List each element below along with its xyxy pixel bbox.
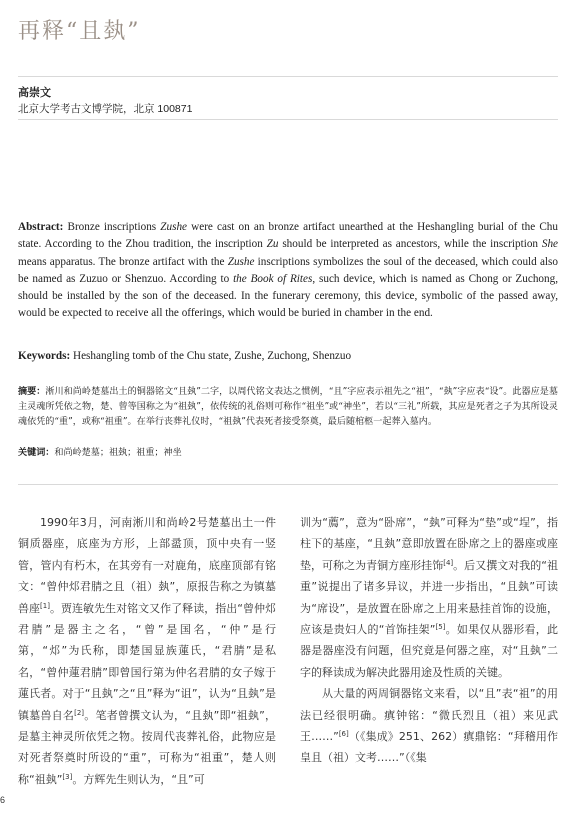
- english-abstract: [18, 219, 558, 323]
- body-text-run: 训为“薦”，意为“卧席”，“埶”可释为“垫”或“埕”，指柱下的基座，“且埶”意即放置在卧席之上的器座或座垫，可称之为青铜方座形挂饰: [300, 516, 558, 572]
- citation-marker: [2]: [74, 708, 85, 717]
- abstract-text-run: Bronze inscriptions: [63, 221, 161, 233]
- citation-marker: [5]: [435, 623, 446, 632]
- affiliation-divider: [18, 119, 558, 120]
- author-name: 高崇文: [18, 86, 51, 99]
- body-paragraph: [300, 683, 558, 769]
- body-paragraph: [18, 512, 276, 790]
- body-text-run: 。如果仅从器形看，此器是器座没有问题，但究竟是何器之座，对“且埶”二字的释读成为解决此器用途及性质的关键。: [300, 623, 558, 679]
- page-number: 6: [0, 795, 6, 805]
- abstract-text-run: means apparatus. The bronze artifact with the: [18, 255, 228, 268]
- english-keywords: [18, 348, 558, 365]
- citation-marker: [4]: [443, 558, 454, 567]
- keywords-label: Keywords:: [18, 350, 71, 362]
- abstract-divider: [18, 484, 558, 485]
- body-paragraph: [300, 512, 558, 683]
- keywords-text: Heshangling tomb of the Chu state, Zushe, Zuchong, Shenzuo: [70, 350, 352, 362]
- chinese-abstract: [18, 384, 558, 431]
- abstract-italic-term: Zu: [266, 238, 279, 251]
- abstract-text-run: inscriptions symbolizes the soul of the deceased, which could also be named as Zuzuo or Shenzuo. According to: [18, 255, 558, 285]
- title-divider: [18, 76, 558, 77]
- body-text-run: 1990年3月，河南淅川和尚岭2号楚墓出土一件铜质器座，底座为方形，上部盝顶，顶中央有一竖管，管内有朽木，在其旁有一对鹿角，底座顶部有铭文：“曾仲邩君腈之且（祖）埶”，原报告称之为镇墓兽座: [18, 516, 276, 615]
- zh-keywords-text: 和尚岭楚墓；祖埶；祖重；神坐: [54, 448, 182, 458]
- abstract-italic-term: Zushe: [160, 221, 188, 233]
- chinese-keywords: [18, 445, 558, 461]
- body-column-right: [300, 512, 558, 769]
- body-text-run: 从大量的两周铜器铭文来看，以“且”表“祖”的用法已经很明确。瘨钟铭：“微氏烈且（祖）来见武王……”: [300, 687, 558, 744]
- body-text-run: 。方辉先生则认为，“且”可: [72, 772, 205, 786]
- citation-marker: [1]: [40, 601, 50, 610]
- abstract-text-run: were cast on an bronze artifact unearthed at the Heshangling burial of the Chu state. According to the Zhou tradition, the inscription: [18, 221, 558, 251]
- zh-abstract-label: 摘要：: [18, 386, 46, 397]
- body-text-run: 。后又撰文对我的“祖重”说提出了诸多异议，并进一步指出，“且埶”可读为“席设”，是放置在卧席之上用来悬挂首饰的设施，应该是贵妇人的“首饰挂架”: [300, 558, 559, 637]
- body-column-left: [18, 512, 276, 790]
- body-text-run: 。贾连敏先生对铭文又作了释读，指出“曾仲邩君腈”是器主之名，“曾”是国名，“仲”是行第，“邩”为氏称，即楚国显族蓮氏，“君腈”是私名，“曾仲蓮君腈”即曾国行第为仲名君腈的女子嫁于蓮氏者。对于“且埶”之“且”释为“诅”，认为“且埶”是镇墓兽自名: [18, 601, 277, 722]
- abstract-italic-term: She: [541, 238, 559, 251]
- author-affiliation: 北京大学考古文博学院，北京 100871: [18, 103, 193, 115]
- zh-keywords-label: 关键词：: [18, 447, 55, 458]
- body-text-run: 。笔者曾撰文认为，“且埶”即“祖埶”，是墓主神灵所依凭之物。按周代丧葬礼俗，此物应是对死者祭奠时所设的“重”，可称为“祖重”，楚人则称“祖埶”: [18, 708, 277, 786]
- abstract-italic-term: Zushe: [227, 255, 255, 268]
- abstract-italic-term: the Book of Rites: [233, 272, 313, 285]
- abstract-text: [18, 221, 558, 319]
- zh-abstract-text: 淅川和尚岭楚墓出土的铜器铭文“且埶”二字，以周代铭文表达之惯例，“且”字应表示祖先之“祖”，“埶”字应表“设”。此器应是墓主灵魂所凭依之物，楚、曾等国称之为“祖埶”，依传统的礼俗则可称作“祖坐”或“神坐”，若以“三礼”所载，其应是死者之子为其所设灵魂依凭的“重”，或称“祖重”。在举行丧葬礼仪时，“祖埶”代表死者接受祭奠，最后随棺柩一起葬入墓内。: [18, 387, 558, 428]
- citation-marker: [3]: [62, 772, 73, 781]
- citation-marker: [6]: [338, 730, 349, 739]
- abstract-text-run: should be interpreted as ancestors, while the inscription: [278, 238, 542, 251]
- article-title: 再释“且埶”: [18, 19, 141, 44]
- abstract-text-run: , such device, which is named as Chong or Zuchong, should be installed by the son of the deceased. In the funerary ceremony, this device, symbolic of the passed away, would be expected to receive all the offerings, which would be buried in chamber in the end.: [18, 272, 558, 320]
- body-text-run: （《集成》251、262）瘨鼎铭：“拜稽用作皇且（祖）文考……”（《集: [300, 730, 558, 765]
- abstract-label: Abstract:: [18, 221, 64, 233]
